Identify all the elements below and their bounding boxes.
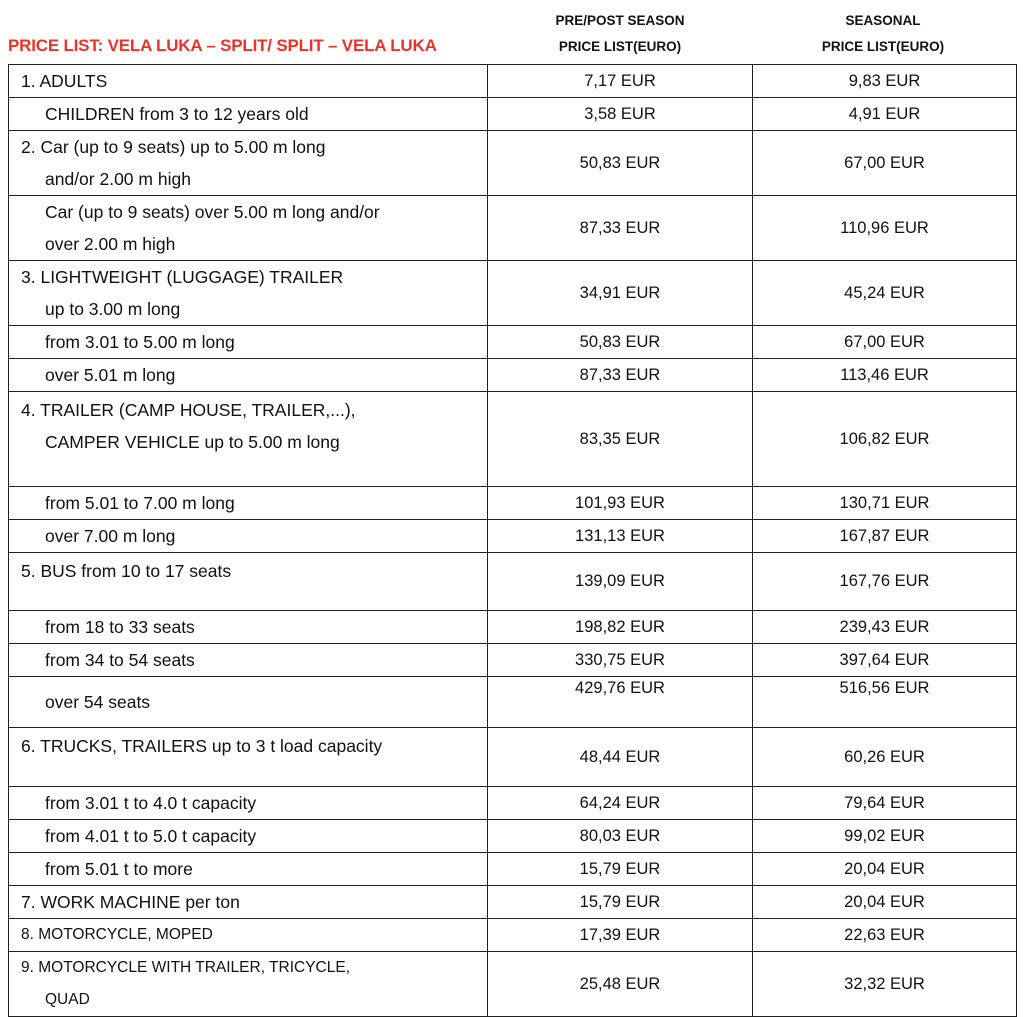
description-line: 9. MOTORCYCLE WITH TRAILER, TRICYCLE, <box>21 959 351 976</box>
pre-post-season-price: 50,83 EUR <box>488 131 753 196</box>
seasonal-price: 516,56 EUR <box>753 677 1017 728</box>
price-row <box>9 611 1017 644</box>
row-description <box>9 644 488 677</box>
description-line: from 3.01 t to 4.0 t capacity <box>45 793 257 813</box>
price-row <box>9 65 1017 98</box>
price-row <box>9 98 1017 131</box>
price-row <box>9 677 1017 728</box>
seasonal-price: 106,82 EUR <box>753 392 1017 487</box>
description-line: over 54 seats <box>45 692 151 712</box>
row-description <box>9 820 488 853</box>
pre-post-season-price: 48,44 EUR <box>488 728 753 787</box>
seasonal-price: 20,04 EUR <box>753 886 1017 919</box>
seasonal-price: 239,43 EUR <box>753 611 1017 644</box>
seasonal-price: 397,64 EUR <box>753 644 1017 677</box>
price-row <box>9 644 1017 677</box>
seasonal-price: 32,32 EUR <box>753 952 1017 1017</box>
description-line: over 7.00 m long <box>45 526 176 546</box>
description-line: and/or 2.00 m high <box>45 169 191 189</box>
row-description <box>9 677 488 728</box>
row-description <box>9 886 488 919</box>
row-description <box>9 728 488 787</box>
pre-post-header-line2: PRICE LIST(EURO) <box>558 39 682 54</box>
seasonal-price: 130,71 EUR <box>753 487 1017 520</box>
price-row <box>9 820 1017 853</box>
row-description <box>9 131 488 196</box>
description-line: 7. WORK MACHINE per ton <box>21 892 240 912</box>
seasonal-price: 9,83 EUR <box>753 65 1017 98</box>
price-row <box>9 886 1017 919</box>
seasonal-header-line1: SEASONAL <box>845 13 921 28</box>
price-row <box>9 952 1017 1017</box>
seasonal-price: 22,63 EUR <box>753 919 1017 952</box>
pre-post-season-price: 34,91 EUR <box>488 261 753 326</box>
seasonal-price: 113,46 EUR <box>753 359 1017 392</box>
price-row <box>9 728 1017 787</box>
seasonal-header <box>783 8 983 60</box>
pre-post-season-price: 7,17 EUR <box>488 65 753 98</box>
pre-post-season-price: 101,93 EUR <box>488 487 753 520</box>
price-row <box>9 520 1017 553</box>
description-line: over 5.01 m long <box>45 365 176 385</box>
description-line: from 5.01 t to more <box>45 859 193 879</box>
seasonal-price: 99,02 EUR <box>753 820 1017 853</box>
description-line: 4. TRAILER (CAMP HOUSE, TRAILER,...), <box>21 400 356 420</box>
description-line: 3. LIGHTWEIGHT (LUGGAGE) TRAILER <box>21 267 344 287</box>
price-row <box>9 131 1017 196</box>
pre-post-season-price: 131,13 EUR <box>488 520 753 553</box>
pre-post-season-price: 17,39 EUR <box>488 919 753 952</box>
pre-post-season-price: 80,03 EUR <box>488 820 753 853</box>
pre-post-season-price: 3,58 EUR <box>488 98 753 131</box>
price-row <box>9 196 1017 261</box>
price-row <box>9 392 1017 487</box>
pre-post-season-price: 25,48 EUR <box>488 952 753 1017</box>
price-row <box>9 326 1017 359</box>
description-line: from 5.01 to 7.00 m long <box>45 493 235 513</box>
description-line: CHILDREN from 3 to 12 years old <box>45 104 309 124</box>
description-line: over 2.00 m high <box>45 234 176 254</box>
seasonal-price: 20,04 EUR <box>753 853 1017 886</box>
description-line: 6. TRUCKS, TRAILERS up to 3 t load capacity <box>21 736 383 756</box>
pre-post-season-price: 64,24 EUR <box>488 787 753 820</box>
pre-post-season-price: 15,79 EUR <box>488 886 753 919</box>
row-description <box>9 261 488 326</box>
row-description <box>9 919 488 952</box>
seasonal-price: 110,96 EUR <box>753 196 1017 261</box>
price-row <box>9 853 1017 886</box>
row-description <box>9 487 488 520</box>
row-description <box>9 611 488 644</box>
description-line: QUAD <box>45 991 90 1008</box>
pre-post-season-price: 429,76 EUR <box>488 677 753 728</box>
description-line: 1. ADULTS <box>21 71 108 91</box>
description-line: 5. BUS from 10 to 17 seats <box>21 561 232 581</box>
price-row <box>9 787 1017 820</box>
pre-post-season-price: 83,35 EUR <box>488 392 753 487</box>
pre-post-season-header <box>520 8 720 60</box>
description-line: from 34 to 54 seats <box>45 650 195 670</box>
price-row <box>9 487 1017 520</box>
description-line: from 18 to 33 seats <box>45 617 195 637</box>
price-row <box>9 553 1017 611</box>
seasonal-header-line2: PRICE LIST(EURO) <box>821 39 945 54</box>
pre-post-season-price: 139,09 EUR <box>488 553 753 611</box>
pre-post-season-price: 330,75 EUR <box>488 644 753 677</box>
description-line: up to 3.00 m long <box>45 299 181 319</box>
row-description <box>9 359 488 392</box>
pre-post-season-price: 87,33 EUR <box>488 196 753 261</box>
row-description <box>9 853 488 886</box>
pre-post-season-price: 198,82 EUR <box>488 611 753 644</box>
seasonal-price: 167,76 EUR <box>753 553 1017 611</box>
price-list-title: PRICE LIST: VELA LUKA – SPLIT/ SPLIT – VELA LUKA <box>8 36 437 55</box>
row-description <box>9 553 488 611</box>
price-table <box>8 64 1017 1017</box>
description-line: 8. MOTORCYCLE, MOPED <box>21 926 213 943</box>
row-description <box>9 196 488 261</box>
row-description <box>9 520 488 553</box>
description-line: 2. Car (up to 9 seats) up to 5.00 m long <box>21 137 326 157</box>
row-description <box>9 952 488 1017</box>
seasonal-price: 67,00 EUR <box>753 131 1017 196</box>
row-description <box>9 787 488 820</box>
pre-post-season-price: 15,79 EUR <box>488 853 753 886</box>
description-line: Car (up to 9 seats) over 5.00 m long and/or <box>45 202 380 222</box>
row-description <box>9 326 488 359</box>
pre-post-season-price: 87,33 EUR <box>488 359 753 392</box>
price-table-body <box>9 65 1017 1017</box>
row-description <box>9 98 488 131</box>
price-row <box>9 261 1017 326</box>
seasonal-price: 67,00 EUR <box>753 326 1017 359</box>
description-line: from 4.01 t to 5.0 t capacity <box>45 826 257 846</box>
row-description <box>9 392 488 487</box>
seasonal-price: 79,64 EUR <box>753 787 1017 820</box>
seasonal-price: 167,87 EUR <box>753 520 1017 553</box>
seasonal-price: 45,24 EUR <box>753 261 1017 326</box>
description-line: from 3.01 to 5.00 m long <box>45 332 235 352</box>
pre-post-season-price: 50,83 EUR <box>488 326 753 359</box>
price-row <box>9 359 1017 392</box>
description-line: CAMPER VEHICLE up to 5.00 m long <box>45 432 340 452</box>
pre-post-header-line1: PRE/POST SEASON <box>555 13 685 28</box>
seasonal-price: 4,91 EUR <box>753 98 1017 131</box>
seasonal-price: 60,26 EUR <box>753 728 1017 787</box>
price-row <box>9 919 1017 952</box>
row-description <box>9 65 488 98</box>
